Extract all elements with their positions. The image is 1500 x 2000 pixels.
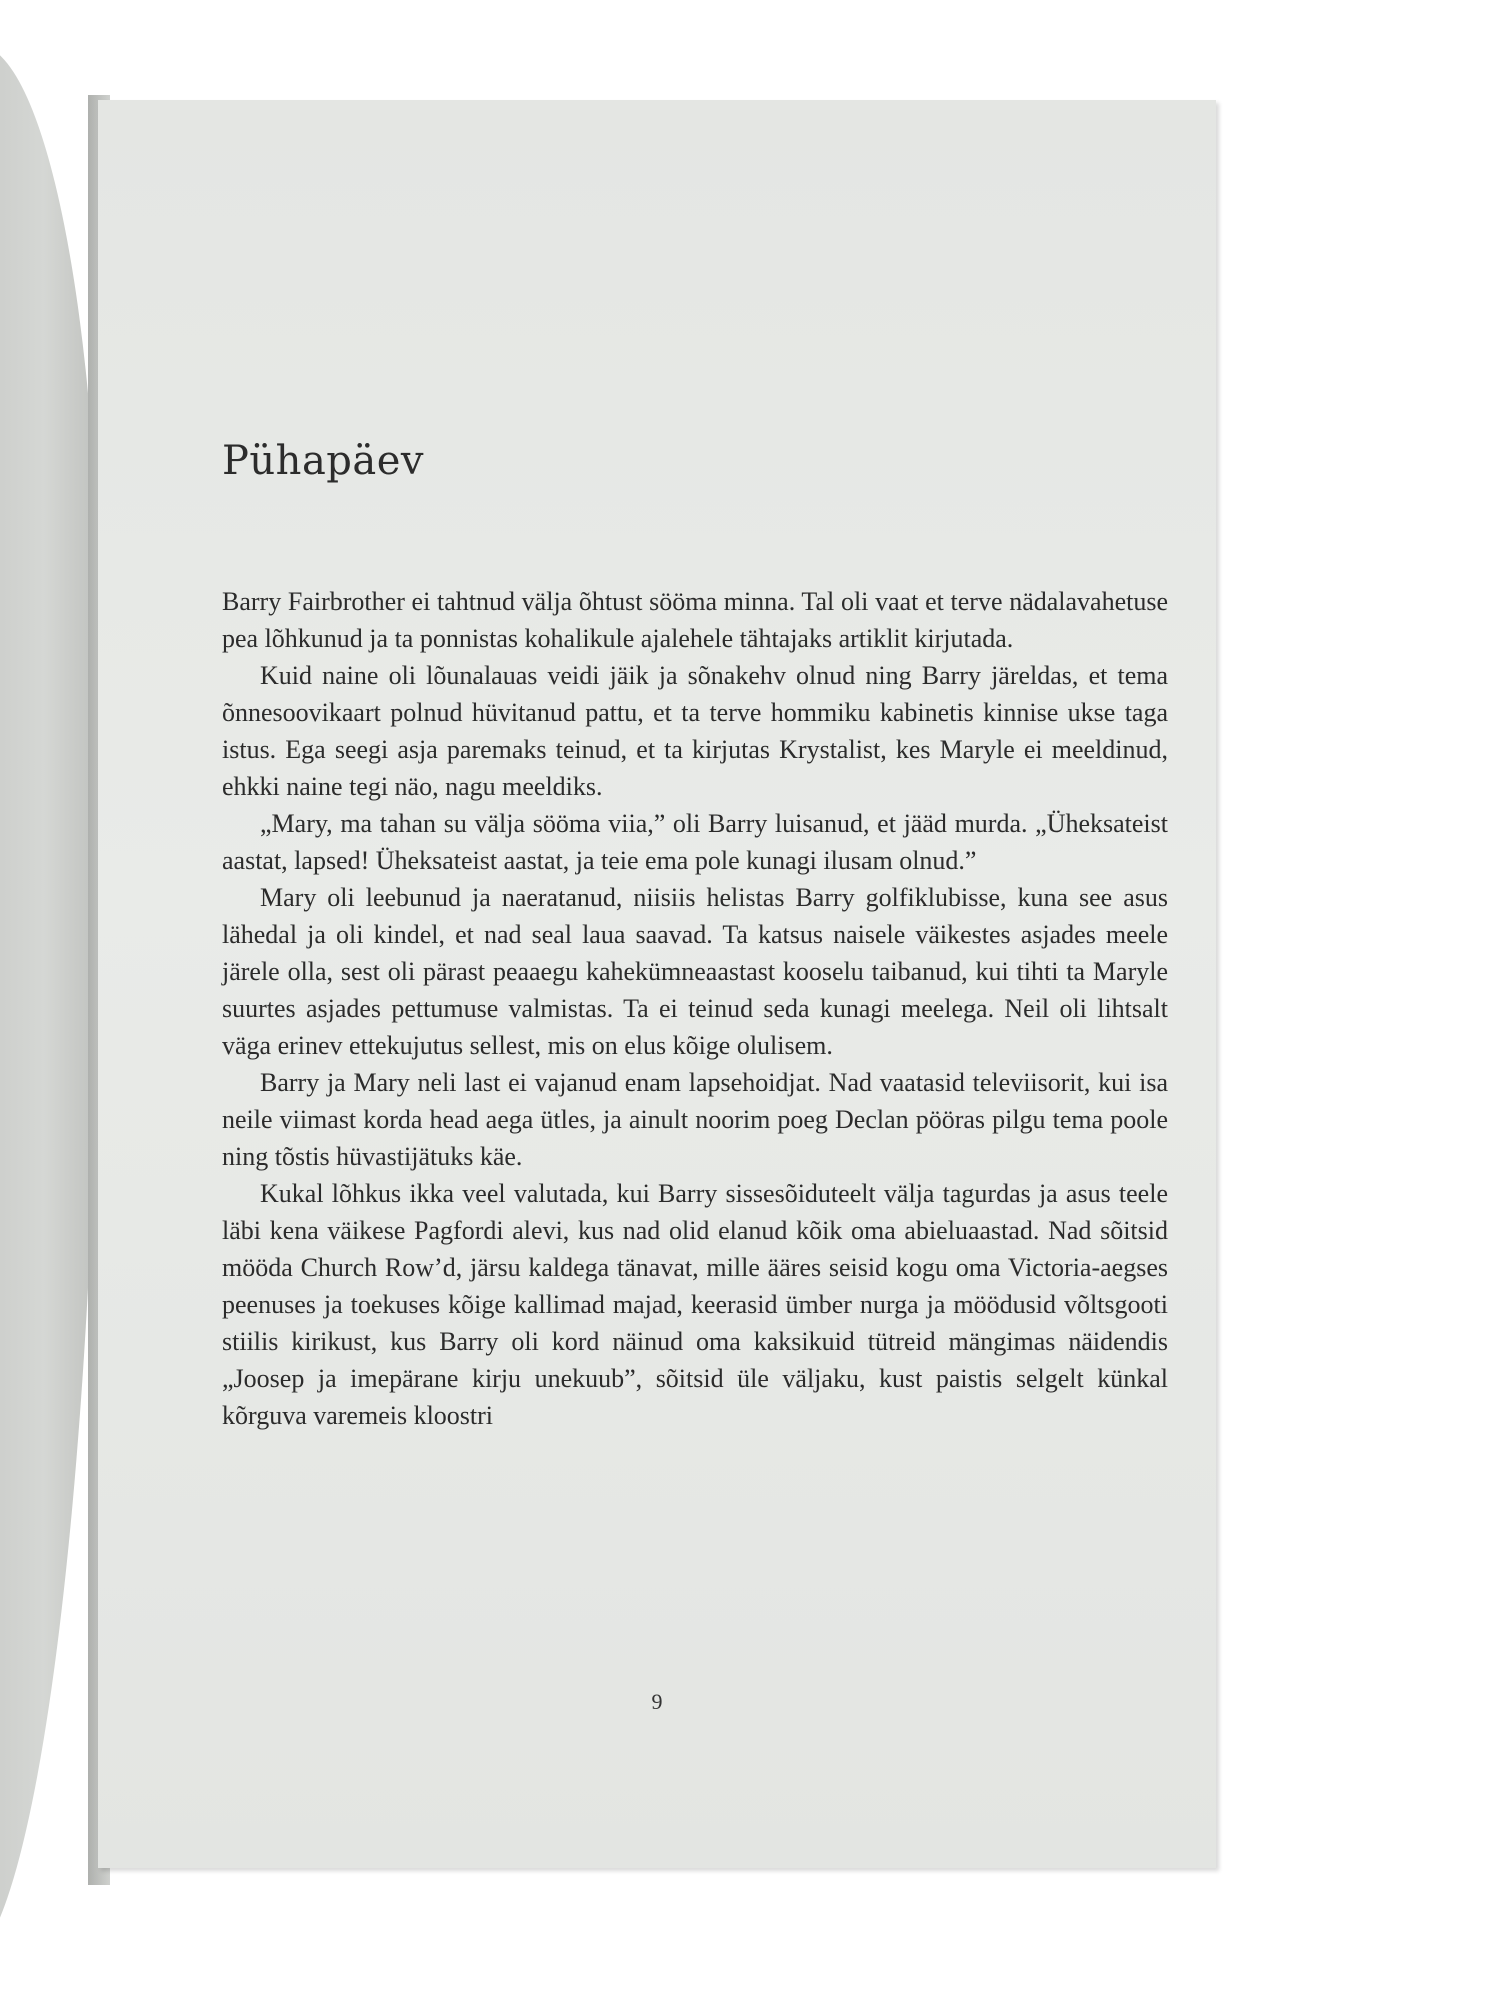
book-page [98,100,1216,1868]
chapter-title: Pühapäev [222,438,425,484]
facing-page-edge [0,45,100,1965]
page-content [222,437,1168,1434]
paragraph-2: Kuid naine oli lõunalauas veidi jäik ja sõnakehv olnud ning Barry järeldas, et tema õnnesoovikaart polnud hüvitanud pattu, et ta terve hommiku kabinetis kinnise ukse taga istus. Ega seegi asja paremaks teinud, et ta kirjutas Krystalist, kes Maryle ei meeldinud, ehkki naine tegi näo, nagu meeldiks. [222,661,1168,801]
paragraph-3: „Mary, ma tahan su välja sööma viia,” oli Barry luisanud, et jääd murda. „Üheksateist aastat, lapsed! Üheksateist aastat, ja teie ema pole kunagi ilusam olnud.” [222,809,1168,875]
paragraph-4: Mary oli leebunud ja naeratanud, niisiis helistas Barry golfiklubisse, kuna see asus lähedal ja oli kindel, et nad seal laua saavad. Ta katsus naisele väikestes asjades meele järele olla, sest oli pärast peaaegu kahekümneaastast kooselu taibanud, kui tihti ta Maryle suurtes asjades pettumuse valmistas. Ta ei teinud seda kunagi meelega. Neil oli lihtsalt väga erinev ettekujutus sellest, mis on elus kõige olulisem. [222,883,1168,1060]
body-text [222,583,1168,1434]
paragraph-1: Barry Fairbrother ei tahtnud välja õhtust sööma minna. Tal oli vaat et terve nädalavahetuse pea lõhkunud ja ta ponnistas kohalikule ajalehele tähtajaks artiklit kirjutada. [222,587,1168,653]
paragraph-6: Kukal lõhkus ikka veel valutada, kui Barry sissesõiduteelt välja tagurdas ja asus teele läbi kena väikese Pagfordi alevi, kus nad olid elanud kõik oma abieluaastad. Nad sõitsid mööda Church Row’d, järsu kaldega tänavat, mille ääres seisid kogu oma Victoria-aegses peenuses ja toekuses kõige kallimad majad, keerasid ümber nurga ja möödusid võltsgooti stiilis kirikust, kus Barry oli kord näinud oma kaksikuid tütreid mängimas näidendis „Joosep ja imepärane kirju unekuub”, sõitsid üle väljaku, kust paistis selgelt künkal kõrguva varemeis kloostri [222,1179,1168,1430]
page-number: 9 [651,1689,663,1714]
paragraph-5: Barry ja Mary neli last ei vajanud enam lapsehoidjat. Nad vaatasid televiisorit, kui isa neile viimast korda head aega ütles, ja ainult noorim poeg Declan pööras pilgu tema poole ning tõstis hüvastijätuks käe. [222,1068,1168,1171]
